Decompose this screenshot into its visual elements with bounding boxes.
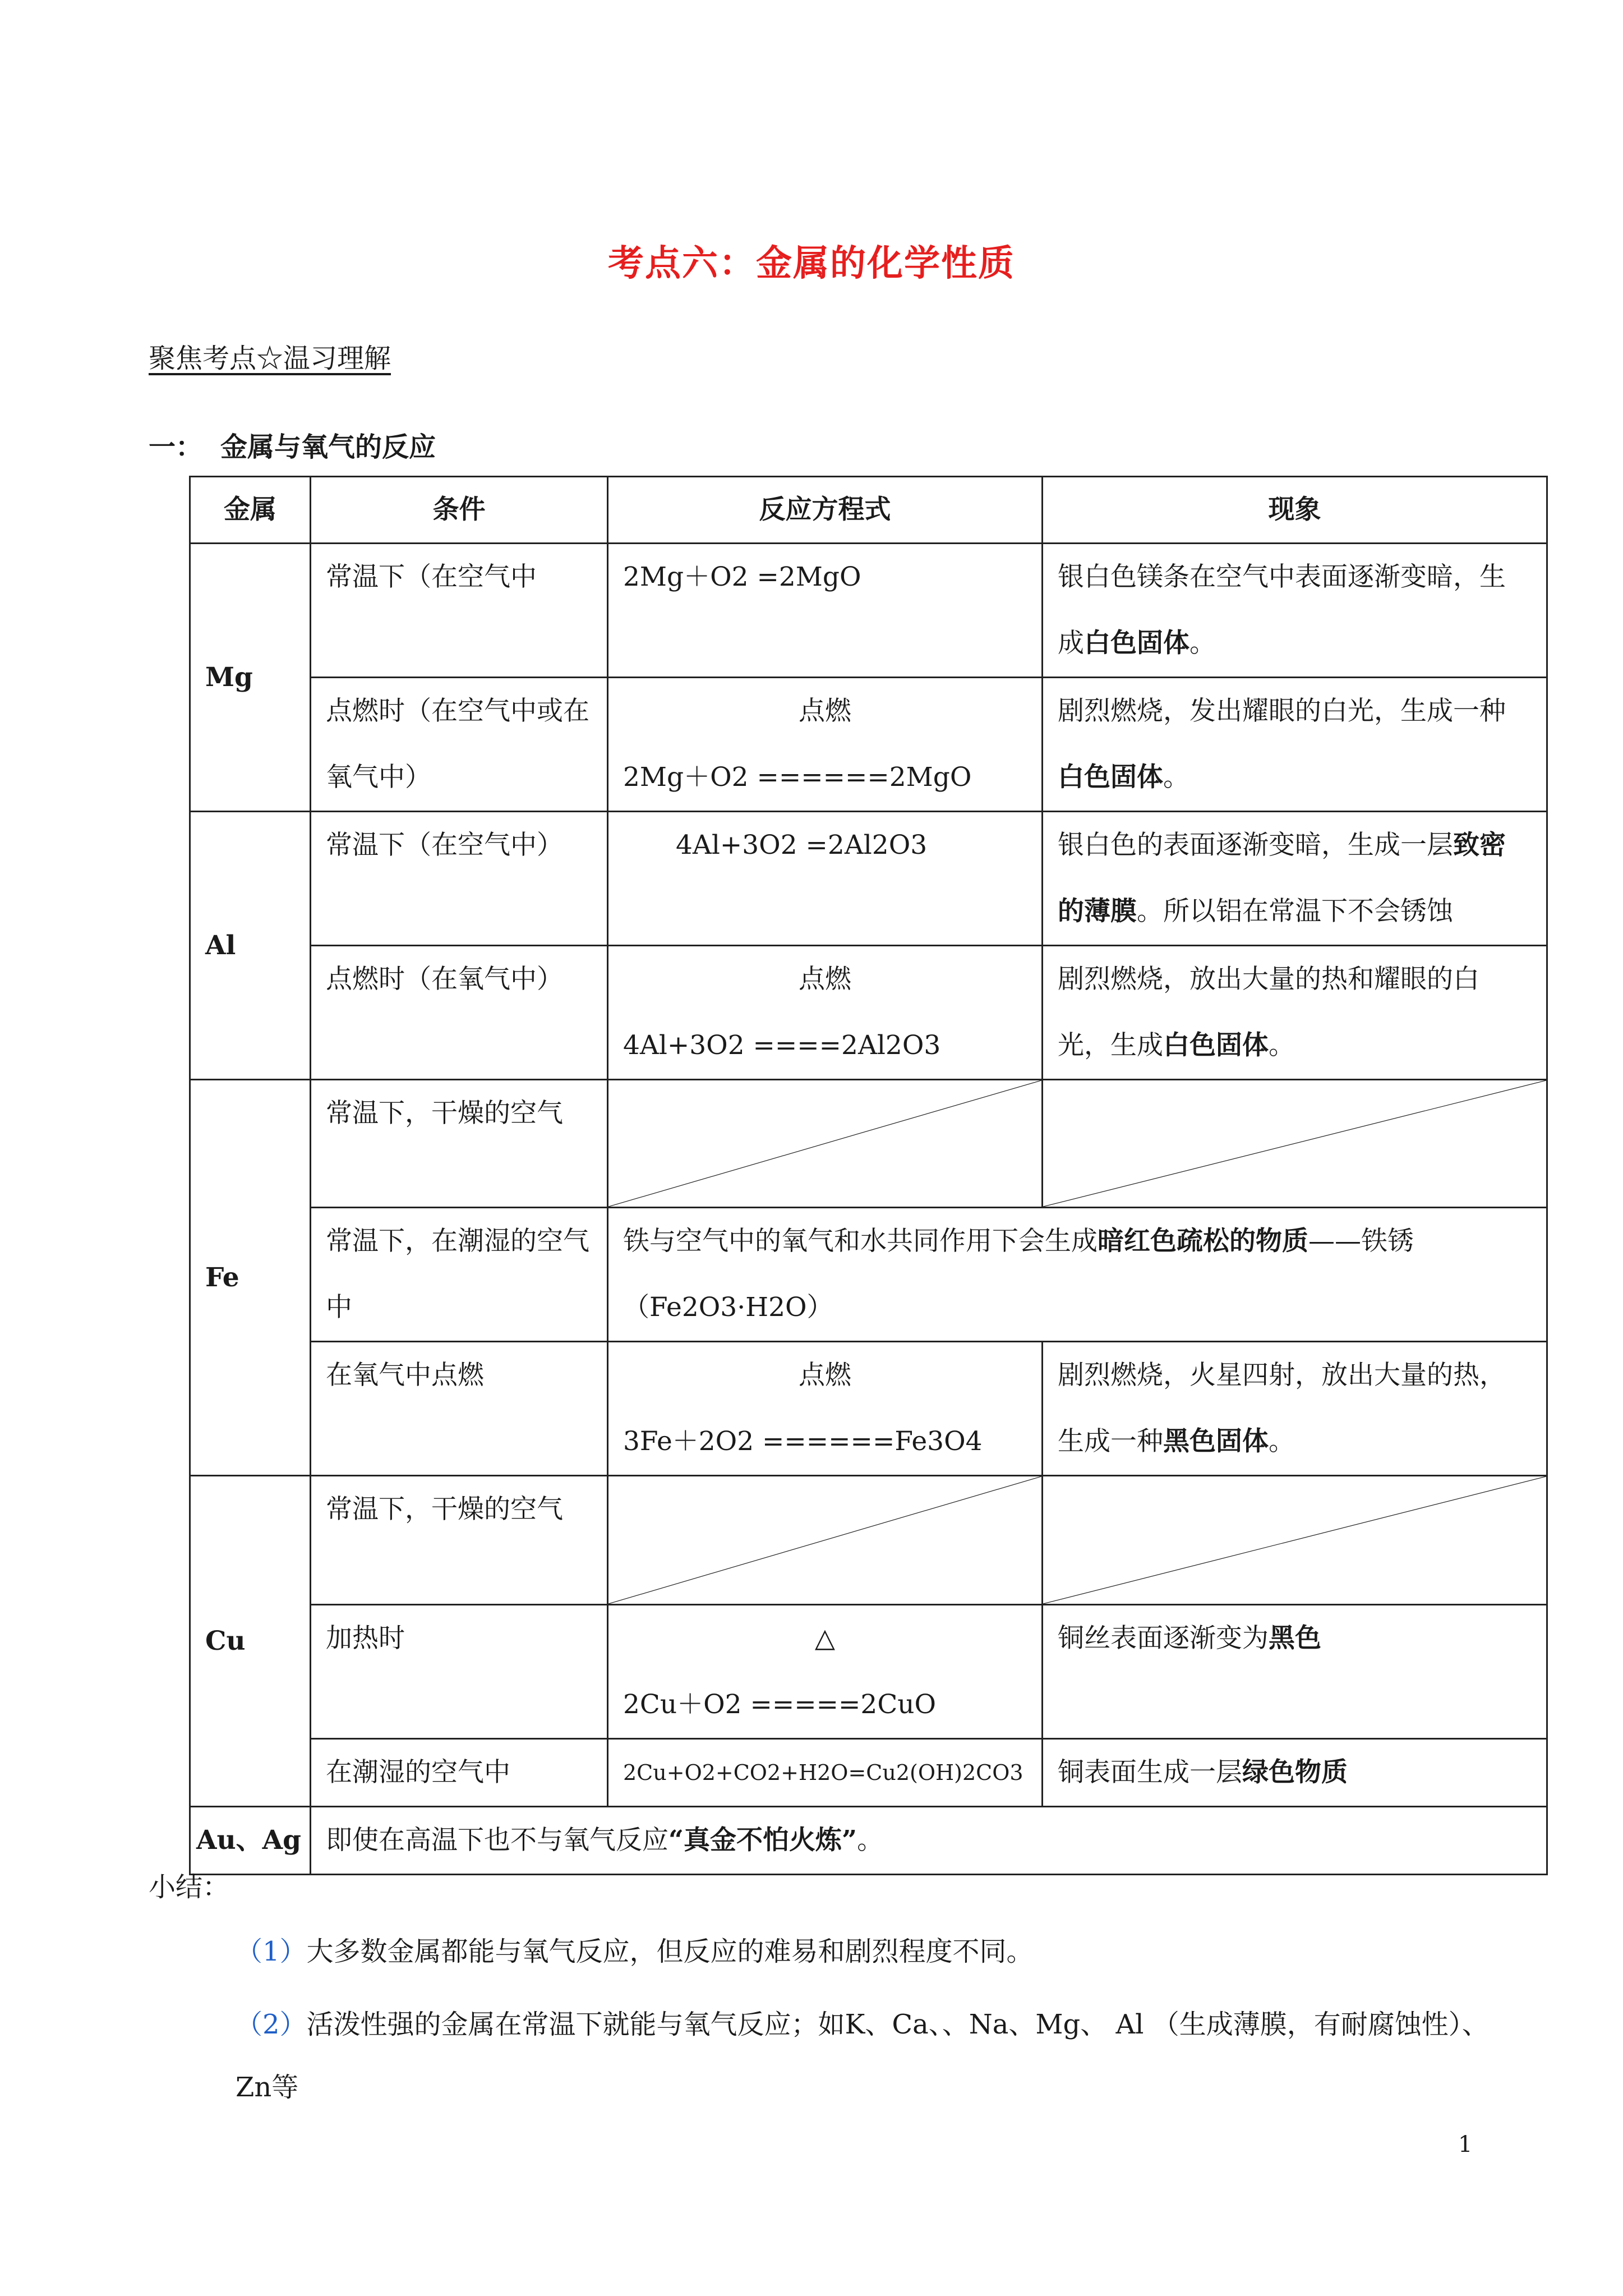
condition-cell: 在潮湿的空气中 [311, 1739, 608, 1807]
metal-au-ag: Au、Ag [190, 1807, 311, 1875]
header-condition: 条件 [311, 477, 608, 544]
equation-cell: 点燃 4Al+3O2 ====2Al2O3 [608, 946, 1043, 1080]
page-number: 1 [1458, 2132, 1473, 2157]
condition-cell: 常温下（在空气中 [311, 544, 608, 678]
phenomenon-cell: 剧烈燃烧，发出耀眼的白光，生成一种白色固体。 [1043, 678, 1547, 812]
table-row [190, 1476, 1547, 1605]
phenomenon-cell: 银白色镁条在空气中表面逐渐变暗，生成白色固体。 [1043, 544, 1547, 678]
subsection-heading [149, 425, 436, 464]
condition-cell: 常温下，干燥的空气 [311, 1080, 608, 1208]
empty-diagonal-cell [608, 1080, 1043, 1208]
equation-cell: △ 2Cu＋O2 =====2CuO [608, 1605, 1043, 1739]
equation-cell: 点燃 3Fe＋2O2 ======Fe3O4 [608, 1342, 1043, 1476]
table-row [190, 1342, 1547, 1476]
section-heading: 聚焦考点☆温习理解 [149, 343, 391, 374]
table-row [190, 1208, 1547, 1342]
table-row [190, 1739, 1547, 1807]
phenomenon-cell: 即使在高温下也不与氧气反应“真金不怕火炼”。 [311, 1807, 1547, 1875]
header-phenomenon: 现象 [1043, 477, 1547, 544]
table-row [190, 1605, 1547, 1739]
table-row [190, 678, 1547, 812]
header-equation: 反应方程式 [608, 477, 1043, 544]
equation-cell: 2Cu+O2+CO2+H2O=Cu2(OH)2CO3 [608, 1739, 1043, 1807]
point-number: （2） [236, 2009, 307, 2040]
metal-oxygen-table [189, 476, 1548, 1875]
metal-al: Al [190, 812, 311, 1080]
phenomenon-cell: 剧烈燃烧，火星四射，放出大量的热，生成一种黑色固体。 [1043, 1342, 1547, 1476]
condition-cell: 常温下，干燥的空气 [311, 1476, 608, 1605]
table-header-row [190, 477, 1547, 544]
phenomenon-cell: 铁与空气中的氧气和水共同作用下会生成暗红色疏松的物质——铁锈（Fe2O3·H2O） [608, 1208, 1547, 1342]
heading-number: 一： [149, 431, 203, 463]
header-metal: 金属 [190, 477, 311, 544]
page-title: 考点六：金属的化学性质 [608, 243, 1015, 284]
phenomenon-cell: 铜丝表面逐渐变为黑色 [1043, 1605, 1547, 1739]
empty-diagonal-cell [1043, 1476, 1547, 1605]
condition-cell: 加热时 [311, 1605, 608, 1739]
point-text: 活泼性强的金属在常温下就能与氧气反应；如K、Ca、、Na、Mg、 Al （生成薄膜，有耐腐蚀性）、Zn等 [236, 2009, 1489, 2103]
metal-fe: Fe [190, 1080, 311, 1476]
table-row [190, 946, 1547, 1080]
summary-point-1 [236, 1930, 1034, 1968]
table-row [190, 544, 1547, 678]
table-row [190, 1080, 1547, 1208]
metal-mg: Mg [190, 544, 311, 812]
phenomenon-cell: 银白色的表面逐渐变暗，生成一层致密的薄膜。所以铝在常温下不会锈蚀 [1043, 812, 1547, 946]
metal-cu: Cu [190, 1476, 311, 1807]
condition-cell: 常温下，在潮湿的空气中 [311, 1208, 608, 1342]
summary-label: 小结： [149, 1871, 230, 1903]
equation-cell: 4Al+3O2 =2Al2O3 [608, 812, 1043, 946]
phenomenon-cell: 剧烈燃烧，放出大量的热和耀眼的白光，生成白色固体。 [1043, 946, 1547, 1080]
point-number: （1） [236, 1936, 307, 1967]
condition-cell: 常温下（在空气中） [311, 812, 608, 946]
point-text: 大多数金属都能与氧气反应，但反应的难易和剧烈程度不同。 [306, 1936, 1034, 1967]
condition-cell: 点燃时（在氧气中） [311, 946, 608, 1080]
empty-diagonal-cell [608, 1476, 1043, 1605]
phenomenon-cell: 铜表面生成一层绿色物质 [1043, 1739, 1547, 1807]
condition-cell: 点燃时（在空气中或在氧气中） [311, 678, 608, 812]
empty-diagonal-cell [1043, 1080, 1547, 1208]
summary-point-2 [236, 1993, 1492, 2119]
table-row [190, 1807, 1547, 1875]
heading-text: 金属与氧气的反应 [220, 431, 436, 463]
condition-cell: 在氧气中点燃 [311, 1342, 608, 1476]
table-row [190, 812, 1547, 946]
equation-cell: 2Mg＋O2 =2MgO [608, 544, 1043, 678]
equation-cell: 点燃 2Mg＋O2 ======2MgO [608, 678, 1043, 812]
